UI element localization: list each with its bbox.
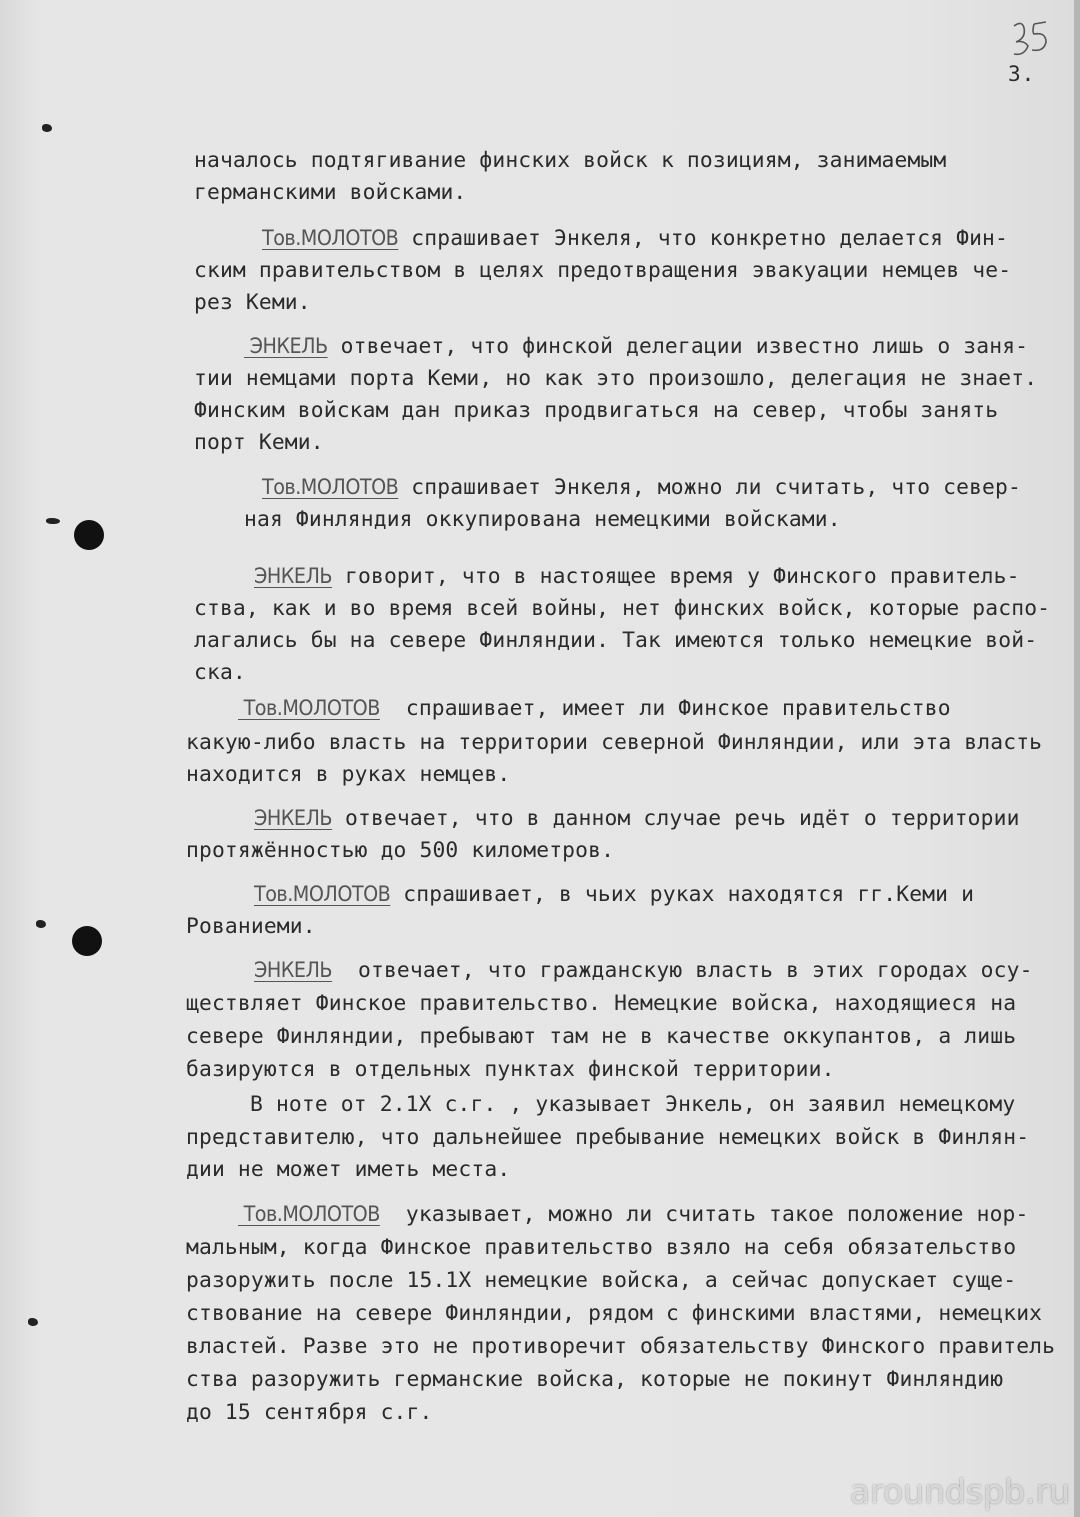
text-line	[254, 566, 1020, 587]
line-text: порт Кеми.	[194, 430, 324, 455]
line-text: базируются в отдельных пунктах финской территории.	[186, 1057, 835, 1082]
line-text: спрашивает, в чьих руках находятся гг.Кеми и	[390, 882, 975, 907]
line-text: рез Кеми.	[194, 290, 311, 315]
text-line	[186, 764, 510, 785]
line-text: мальным, когда Финское правительство взяло на себя обязательство	[186, 1235, 1017, 1260]
text-line	[194, 292, 311, 313]
text-line	[238, 698, 951, 719]
text-line	[186, 993, 1016, 1014]
text-line	[244, 509, 841, 530]
hole-mark	[36, 920, 46, 928]
hole-mark	[28, 1318, 38, 1326]
line-text: разоружить после 15.1Х немецкие войска, а сейчас допускает суще-	[186, 1268, 1017, 1293]
text-line	[186, 1303, 1042, 1324]
text-line	[194, 182, 466, 203]
speaker-name: Тов.МОЛОТОВ	[238, 1202, 380, 1227]
hole-mark	[42, 124, 52, 132]
line-text: ществляет Финское правительство. Немецкие войска, находящиеся на	[186, 991, 1017, 1016]
text-line	[262, 228, 1008, 249]
line-text: дии не может иметь места.	[186, 1157, 511, 1182]
line-text: отвечает, что в данном случае речь идёт о территории	[332, 806, 1020, 831]
page-number: 3.	[1008, 62, 1036, 86]
line-text: ствование на севере Финляндии, рядом с финскими властями, немецких	[186, 1301, 1043, 1326]
line-text: представителю, что дальнейшее пребывание немецких войск в Финлян-	[186, 1125, 1030, 1150]
line-text: какую-либо власть на территории северной Финляндии, или эта власть	[186, 730, 1043, 755]
speaker-name: Тов.МОЛОТОВ	[262, 226, 399, 251]
line-text: Финским войскам дан приказ продвигаться на север, чтобы занять	[194, 398, 999, 423]
text-line	[194, 598, 1050, 619]
punch-hole	[74, 520, 104, 550]
text-line	[186, 732, 1042, 753]
text-line	[254, 808, 1020, 829]
text-line	[194, 432, 324, 453]
line-text: ства, как и во время всей войны, нет финских войск, которые распо-	[194, 596, 1051, 621]
text-line	[194, 400, 998, 421]
text-line	[194, 662, 246, 683]
text-line	[186, 1159, 510, 1180]
text-line	[186, 1402, 432, 1423]
line-text: лагались бы на севере Финляндии. Так имеются только немецкие вой-	[194, 628, 1038, 653]
text-line	[250, 1094, 1015, 1115]
text-line	[238, 1204, 1029, 1225]
speaker-name: ЭНКЕЛЬ	[244, 334, 328, 359]
line-text: отвечает, что гражданскую власть в этих городах осу-	[332, 958, 1033, 983]
text-line	[262, 477, 1021, 498]
text-line	[186, 840, 614, 861]
speaker-name: ЭНКЕЛЬ	[254, 958, 333, 983]
line-text: Рованиеми.	[186, 914, 316, 939]
line-text: спрашивает, имеет ли Финское правительство	[379, 696, 951, 721]
line-text: ная Финляндия оккупирована немецкими войсками.	[244, 507, 841, 532]
line-text: властей. Разве это не противоречит обязательству Финского правитель	[186, 1334, 1056, 1359]
text-line	[186, 1026, 1016, 1047]
line-text: севере Финляндии, пребывают там не в качестве оккупантов, а лишь	[186, 1024, 1017, 1049]
text-line	[186, 916, 316, 937]
text-line	[254, 960, 1033, 981]
line-text: германскими войсками.	[194, 180, 467, 205]
line-text: В ноте от 2.1Х с.г. , указывает Энкель, он заявил немецкому	[250, 1092, 1016, 1117]
line-text: тии немцами порта Кеми, но как это произошло, делегация не знает.	[194, 366, 1038, 391]
text-line	[186, 1270, 1016, 1291]
text-line	[194, 368, 1037, 389]
line-text: до 15 сентября с.г.	[186, 1400, 433, 1425]
page-edge	[1074, 0, 1080, 1517]
text-line	[194, 630, 1037, 651]
text-line	[186, 1059, 835, 1080]
speaker-name: ЭНКЕЛЬ	[254, 564, 333, 589]
punch-hole	[72, 926, 102, 956]
text-line	[194, 260, 1011, 281]
speaker-name: Тов.МОЛОТОВ	[238, 696, 380, 721]
speaker-name: Тов.МОЛОТОВ	[254, 882, 391, 907]
line-text: спрашивает Энкеля, можно ли считать, что север-	[398, 475, 1021, 500]
line-text: началось подтягивание финских войск к позициям, занимаемым	[194, 148, 947, 173]
text-line	[254, 884, 974, 905]
line-text: говорит, что в настоящее время у Финского правитель-	[332, 564, 1020, 589]
text-line	[186, 1369, 1003, 1390]
speaker-name: ЭНКЕЛЬ	[254, 806, 333, 831]
text-line	[186, 1237, 1016, 1258]
text-line	[244, 336, 1028, 357]
line-text: протяжённостью до 500 километров.	[186, 838, 615, 863]
line-text: отвечает, что финской делегации известно лишь о заня-	[327, 334, 1029, 359]
hole-mark	[46, 518, 60, 524]
line-text: спрашивает Энкеля, что конкретно делается Фин-	[398, 226, 1009, 251]
text-line	[186, 1336, 1055, 1357]
line-text: находится в руках немцев.	[186, 762, 511, 787]
line-text: указывает, можно ли считать такое положение нор-	[379, 1202, 1029, 1227]
line-text: ским правительством в целях предотвращения эвакуации немцев че-	[194, 258, 1012, 283]
line-text: ства разоружить германские войска, которые не покинут Финляндию	[186, 1367, 1004, 1392]
watermark: aroundspb.ru	[849, 1472, 1070, 1511]
text-line	[186, 1127, 1029, 1148]
line-text: ска.	[194, 660, 246, 685]
text-line	[194, 150, 946, 171]
speaker-name: Тов.МОЛОТОВ	[262, 475, 399, 500]
handwritten-folio-number	[1010, 16, 1054, 60]
